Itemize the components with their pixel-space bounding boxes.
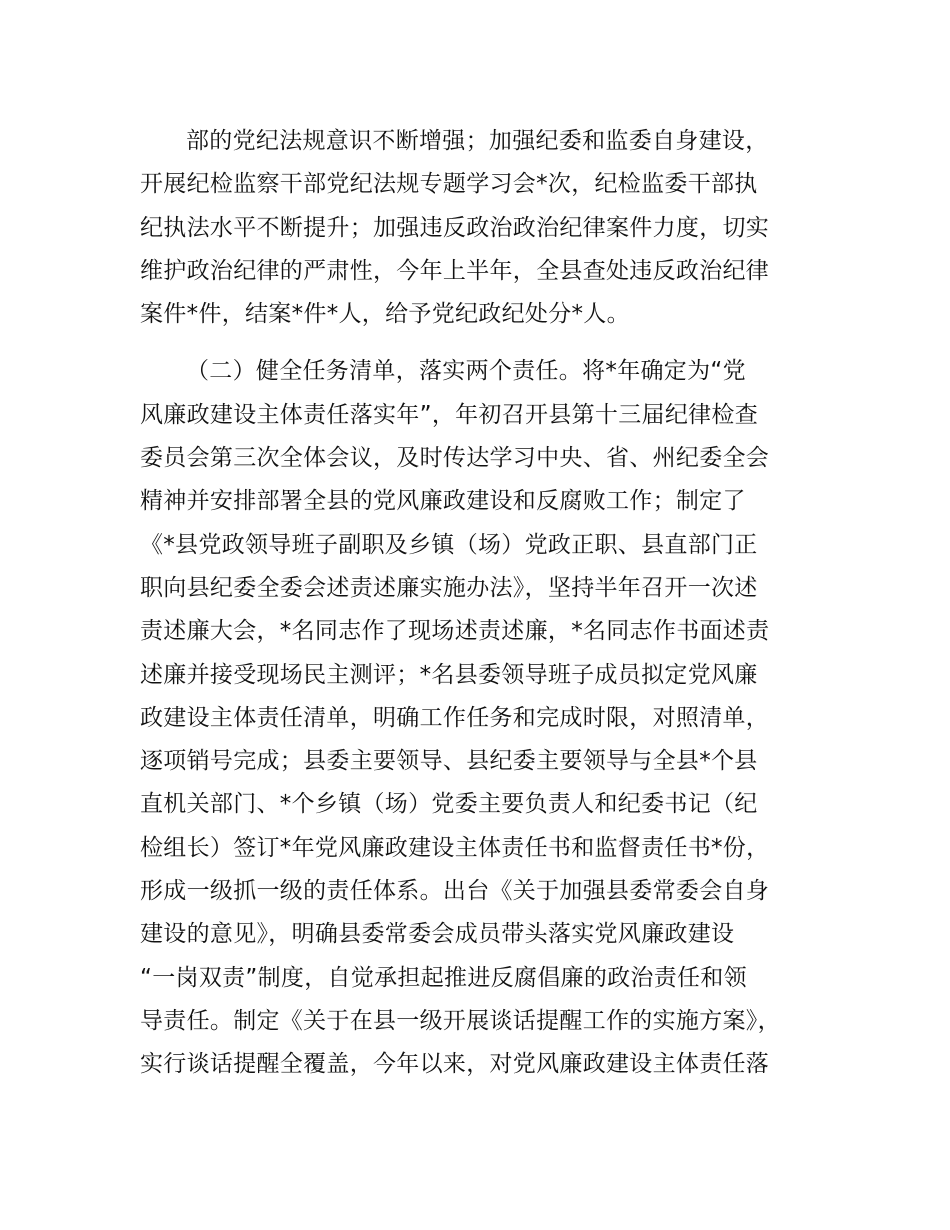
paragraph-2 [140,350,830,1086]
text-line: 案件*件，结案*件*人，给予党纪政纪处分*人。 [140,301,630,328]
text-line: 维护政治纪律的严肃性，今年上半年，全县查处违反政治纪律 [140,257,770,284]
text-line: 逐项销号完成；县委主要领导、县纪委主要领导与全县*个县 [140,748,758,775]
text-line: 部的党纪法规意识不断增强；加强纪委和监委自身建设， [186,128,769,154]
text-line: 委员会第三次全体会议，及时传达学习中央、省、州纪委全会 [140,445,770,472]
text-line: 开展纪检监察干部党纪法规专题学习会*次，纪检监委干部执 [140,171,758,198]
text-line: 述廉并接受现场民主测评；*名县委领导班子成员拟定党风廉 [140,661,758,688]
text-line: 《*县党政领导班子副职及乡镇（场）党政正职、县直部门正 [140,531,758,558]
text-line: 建设的意见》，明确县委常委会成员带头落实党风廉政建设 [140,921,735,948]
text-line: 精神并安排部署全县的党风廉政建设和反腐败工作；制定了 [140,488,746,515]
text-line: 责述廉大会，*名同志作了现场述责述廉，*名同志作书面述责 [140,618,770,645]
text-line: “一岗双责”制度，自觉承担起推进反腐倡廉的政治责任和领 [140,964,747,991]
text-line: 风廉政建设主体责任落实年”，年初召开县第十三届纪律检查 [140,401,759,428]
text-line: 纪执法水平不断提升；加强违反政治政治纪律案件力度，切实 [140,214,770,241]
document-body [140,120,830,1087]
text-line: 职向县纪委全委会述责述廉实施办法》，坚持半年召开一次述 [140,574,758,601]
text-line: 形成一级抓一级的责任体系。出台《关于加强县委常委会自身 [140,878,770,905]
text-line: 政建设主体责任清单，明确工作任务和完成时限，对照清单， [140,704,770,731]
paragraph-gap [140,336,830,350]
text-line: （二）健全任务清单，落实两个责任。将*年确定为“党 [186,358,746,385]
text-line: 检组长）签订*年党风廉政建设主体责任书和监督责任书*份， [140,834,770,861]
text-line: 导责任。制定《关于在县一级开展谈话提醒工作的实施方案》， [140,1007,781,1034]
text-line: 直机关部门、*个乡镇（场）党委主要负责人和纪委书记（纪 [140,791,758,818]
text-line: 实行谈话提醒全覆盖，今年以来，对党风廉政建设主体责任落 [140,1051,770,1078]
paragraph-1 [140,120,830,336]
